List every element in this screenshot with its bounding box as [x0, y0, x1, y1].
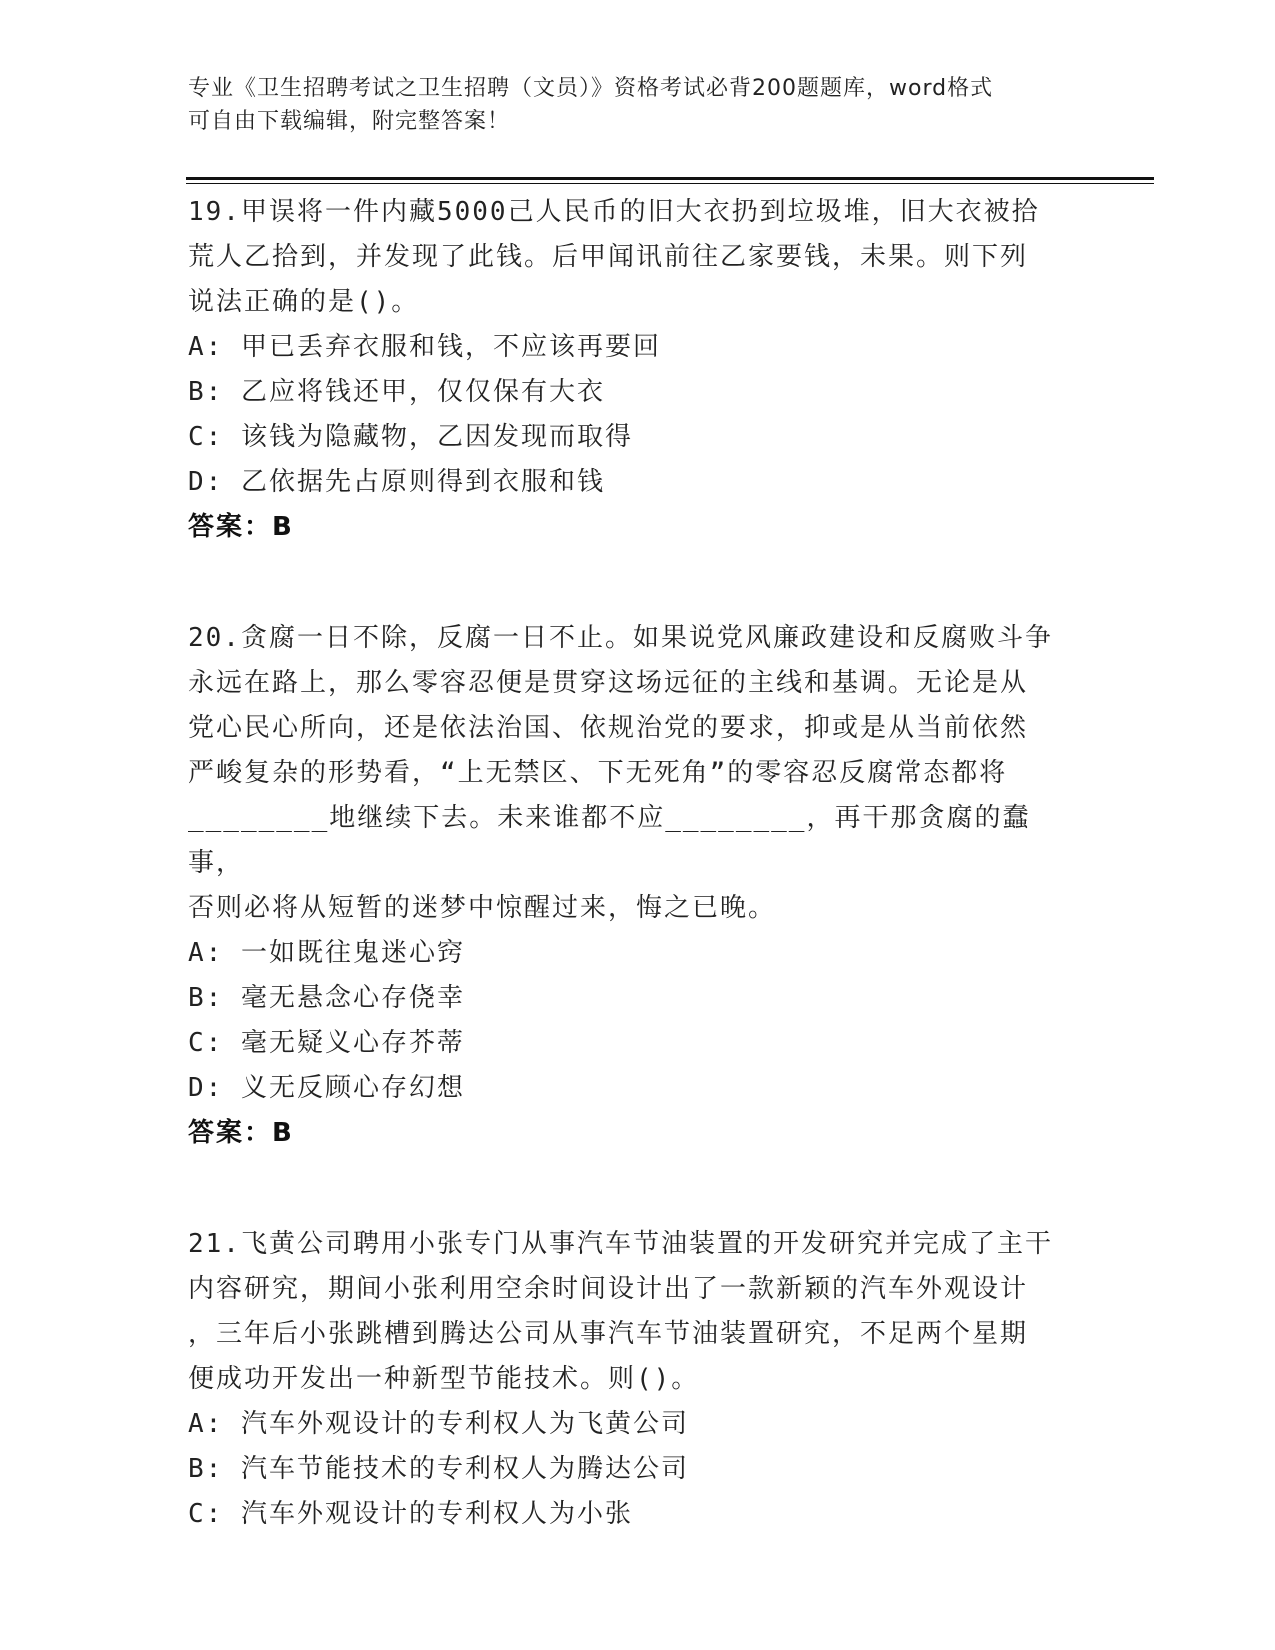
header-line-1: 专业《卫生招聘考试之卫生招聘（文员）》资格考试必背200题题库，word格式	[188, 76, 994, 101]
question-20	[188, 616, 1078, 1156]
question-stem-line: 否则必将从短暂的迷梦中惊醒过来，悔之已晚。	[188, 893, 777, 923]
question-stem-line: 21.飞黄公司聘用小张专门从事汽车节油装置的开发研究并完成了主干	[188, 1229, 1053, 1259]
option-a: A: 甲已丢弃衣服和钱，不应该再要回	[188, 332, 661, 362]
question-list	[188, 190, 1078, 1537]
question-21	[188, 1222, 1078, 1537]
question-stem-line: ，三年后小张跳槽到腾达公司从事汽车节油装置研究，不足两个星期	[188, 1319, 1029, 1349]
question-spacer	[188, 550, 1078, 616]
option-b: B: 乙应将钱还甲，仅仅保有大衣	[188, 377, 605, 407]
question-stem-line: 内容研究，期间小张利用空余时间设计出了一款新颖的汽车外观设计	[188, 1274, 1029, 1304]
question-stem-line: 便成功开发出一种新型节能技术。则()。	[188, 1364, 700, 1394]
option-a: A: 汽车外观设计的专利权人为飞黄公司	[188, 1409, 689, 1439]
question-19	[188, 190, 1078, 550]
question-stem-line: 永远在路上，那么零容忍便是贯穿这场远征的主线和基调。无论是从	[188, 668, 1029, 698]
document-header	[188, 72, 1068, 138]
header-divider-thin	[186, 183, 1154, 184]
question-spacer	[188, 1156, 1078, 1222]
header-line-2: 可自由下载编辑，附完整答案！	[188, 109, 511, 134]
answer-label: 答案：B	[188, 512, 294, 542]
question-stem-line: ________地继续下去。未来谁都不应________，再干那贪腐的蠢事，	[188, 803, 1031, 878]
option-a: A: 一如既往鬼迷心窍	[188, 938, 465, 968]
answer-label: 答案：B	[188, 1118, 294, 1148]
question-stem-line: 严峻复杂的形势看，“上无禁区、下无死角”的零容忍反腐常态都将	[188, 758, 1008, 788]
option-b: B: 汽车节能技术的专利权人为腾达公司	[188, 1454, 689, 1484]
option-c: C: 该钱为隐藏物，乙因发现而取得	[188, 422, 633, 452]
option-d: D: 义无反顾心存幻想	[188, 1073, 465, 1103]
question-stem-line: 说法正确的是()。	[188, 287, 420, 317]
question-stem-line: 20.贪腐一日不除，反腐一日不止。如果说党风廉政建设和反腐败斗争	[188, 623, 1053, 653]
option-c: C: 毫无疑义心存芥蒂	[188, 1028, 465, 1058]
option-b: B: 毫无悬念心存侥幸	[188, 983, 465, 1013]
option-c: C: 汽车外观设计的专利权人为小张	[188, 1499, 633, 1529]
question-stem-line: 19.甲误将一件内藏5000己人民币的旧大衣扔到垃圾堆，旧大衣被拾	[188, 197, 1040, 227]
question-stem-line: 党心民心所向，还是依法治国、依规治党的要求，抑或是从当前依然	[188, 713, 1029, 743]
option-d: D: 乙依据先占原则得到衣服和钱	[188, 467, 605, 497]
header-divider-thick	[186, 177, 1154, 180]
question-stem-line: 荒人乙拾到，并发现了此钱。后甲闻讯前往乙家要钱，未果。则下列	[188, 242, 1029, 272]
